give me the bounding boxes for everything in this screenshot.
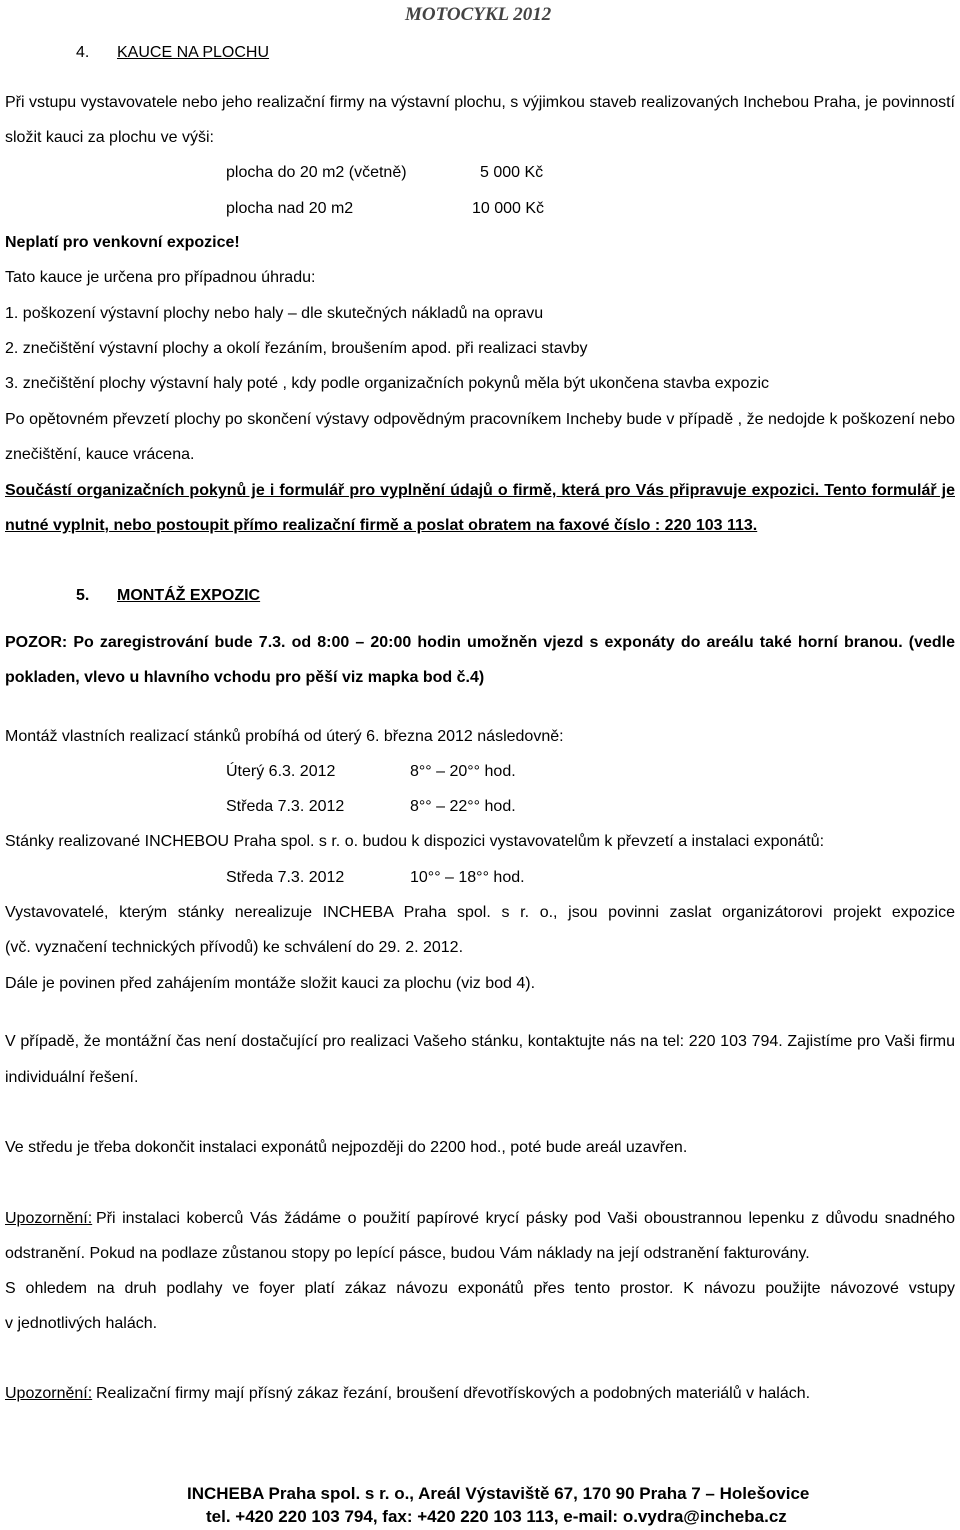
assembly-time: 8°° – 22°° hod. — [410, 798, 516, 815]
outdoor-exception-note: Neplatí pro venkovní expozice! — [5, 234, 240, 251]
deposit-purpose-item: 3. znečištění plochy výstavní haly poté , kdy podle organizačních pokynů měla být ukončena stavba expozic — [5, 375, 769, 392]
assembly-time-contact-line-2: individuální řešení. — [5, 1069, 139, 1086]
deposit-purpose-item: 1. poškození výstavní plochy nebo haly – dle skutečných nákladů na opravu — [5, 305, 544, 322]
footer-address: INCHEBA Praha spol. s r. o., Areál Výstaviště 67, 170 90 Praha 7 – Holešovice — [187, 1484, 810, 1503]
deposit-return-line-1: Po opětovném převzetí plochy po skončení výstavy odpovědným pracovníkem Incheby bude v případě , že nedojde k poškození nebo — [5, 411, 955, 428]
deposit-reminder: Dále je povinen před zahájením montáže složit kauci za plochu (viz bod 4). — [5, 975, 536, 992]
project-submission-line-1: Vystavovatelé, kterým stánky nerealizuje INCHEBA Praha spol. s r. o., jsou povinni zaslat organizátorovi projekt expozice — [5, 904, 955, 921]
section-4-number: 4. — [76, 44, 90, 61]
fee-amount-large: 10 000 Kč — [472, 200, 545, 217]
footer-contact: tel. +420 220 103 794, fax: +420 220 103 113, e-mail: o.vydra@incheba.cz — [206, 1507, 787, 1526]
registration-warning-line-2: pokladen, vlevo u hlavního vchodu pro pěší viz mapka bod č.4) — [5, 669, 485, 686]
fee-label-large: plocha nad 20 m2 — [226, 200, 354, 217]
assembly-time: 8°° – 20°° hod. — [410, 763, 516, 780]
fee-amount-small: 5 000 Kč — [480, 164, 544, 181]
section-4-title: KAUCE NA PLOCHU — [117, 44, 270, 61]
deposit-return-line-2: znečištění, kauce vrácena. — [5, 446, 195, 463]
document-header-title: MOTOCYKL 2012 — [405, 4, 552, 25]
cutting-ban-notice: Realizační firmy mají přísný zákaz řezání, broušení dřevotřískových a podobných materiálů v halách. — [96, 1385, 811, 1402]
project-submission-line-2: (vč. vyznačení technických přívodů) ke schválení do 29. 2. 2012. — [5, 939, 464, 956]
deposit-intro-line-2: složit kauci za plochu ve výši: — [5, 129, 214, 146]
carpet-notice-line-1: Při instalaci koberců Vás žádáme o použití papírové krycí pásky pod Vaši oboustrannou lepenku z důvodu snadného — [96, 1210, 955, 1227]
section-5-title: MONTÁŽ EXPOZIC — [117, 587, 261, 604]
foyer-notice-line-2: v jednotlivých halách. — [5, 1315, 158, 1332]
foyer-notice-line-1: S ohledem na druh podlahy ve foyer platí zákaz návozu exponátů přes tento prostor. K návozu použijte návozové vstupy — [5, 1280, 955, 1297]
deposit-purpose-intro: Tato kauce je určena pro případnou úhradu: — [5, 269, 316, 286]
deposit-purpose-item: 2. znečištění výstavní plochy a okolí řezáním, broušením apod. při realizaci stavby — [5, 340, 588, 357]
fee-label-small: plocha do 20 m2 (včetně) — [226, 164, 407, 181]
form-notice-line-2: nutné vyplnit, nebo postoupit přímo realizační firmě a poslat obratem na faxové číslo : 220 103 113. — [5, 517, 758, 534]
incheba-stands-day: Středa 7.3. 2012 — [226, 869, 345, 886]
assembly-intro: Montáž vlastních realizací stánků probíhá od úterý 6. března 2012 následovně: — [5, 728, 564, 745]
wednesday-deadline: Ve středu je třeba dokončit instalaci exponátů nejpozději do 2200 hod., poté bude areál uzavřen. — [5, 1139, 688, 1156]
deposit-intro-line-1: Při vstupu vystavovatele nebo jeho realizační firmy na výstavní plochu, s výjimkou staveb realizovaných Inchebou Praha, je povinností — [5, 94, 955, 111]
incheba-stands-time: 10°° – 18°° hod. — [410, 869, 525, 886]
assembly-day: Středa 7.3. 2012 — [226, 798, 345, 815]
form-notice-line-1: Součástí organizačních pokynů je i formulář pro vyplnění údajů o firmě, která pro Vás připravuje expozici. Tento formulář je — [5, 482, 955, 499]
carpet-notice-line-2: odstranění. Pokud na podlaze zůstanou stopy po lepící pásce, budou Vám náklady na její odstranění fakturovány. — [5, 1245, 810, 1262]
notice-label: Upozornění: — [5, 1385, 93, 1402]
section-5-number: 5. — [76, 587, 90, 604]
incheba-stands-intro: Stánky realizované INCHEBOU Praha spol. s r. o. budou k dispozici vystavovatelům k převzetí a instalaci exponátů: — [5, 833, 825, 850]
registration-warning-line-1: POZOR: Po zaregistrování bude 7.3. od 8:00 – 20:00 hodin umožněn vjezd s exponáty do areálu také horní branou. (vedle — [5, 634, 955, 651]
assembly-day: Úterý 6.3. 2012 — [226, 763, 336, 780]
notice-label: Upozornění: — [5, 1210, 93, 1227]
assembly-time-contact-line-1: V případě, že montážní čas není dostačující pro realizaci Vašeho stánku, kontaktujte nás na tel: 220 103 794. Zajistíme pro Vaši firmu — [5, 1033, 955, 1050]
